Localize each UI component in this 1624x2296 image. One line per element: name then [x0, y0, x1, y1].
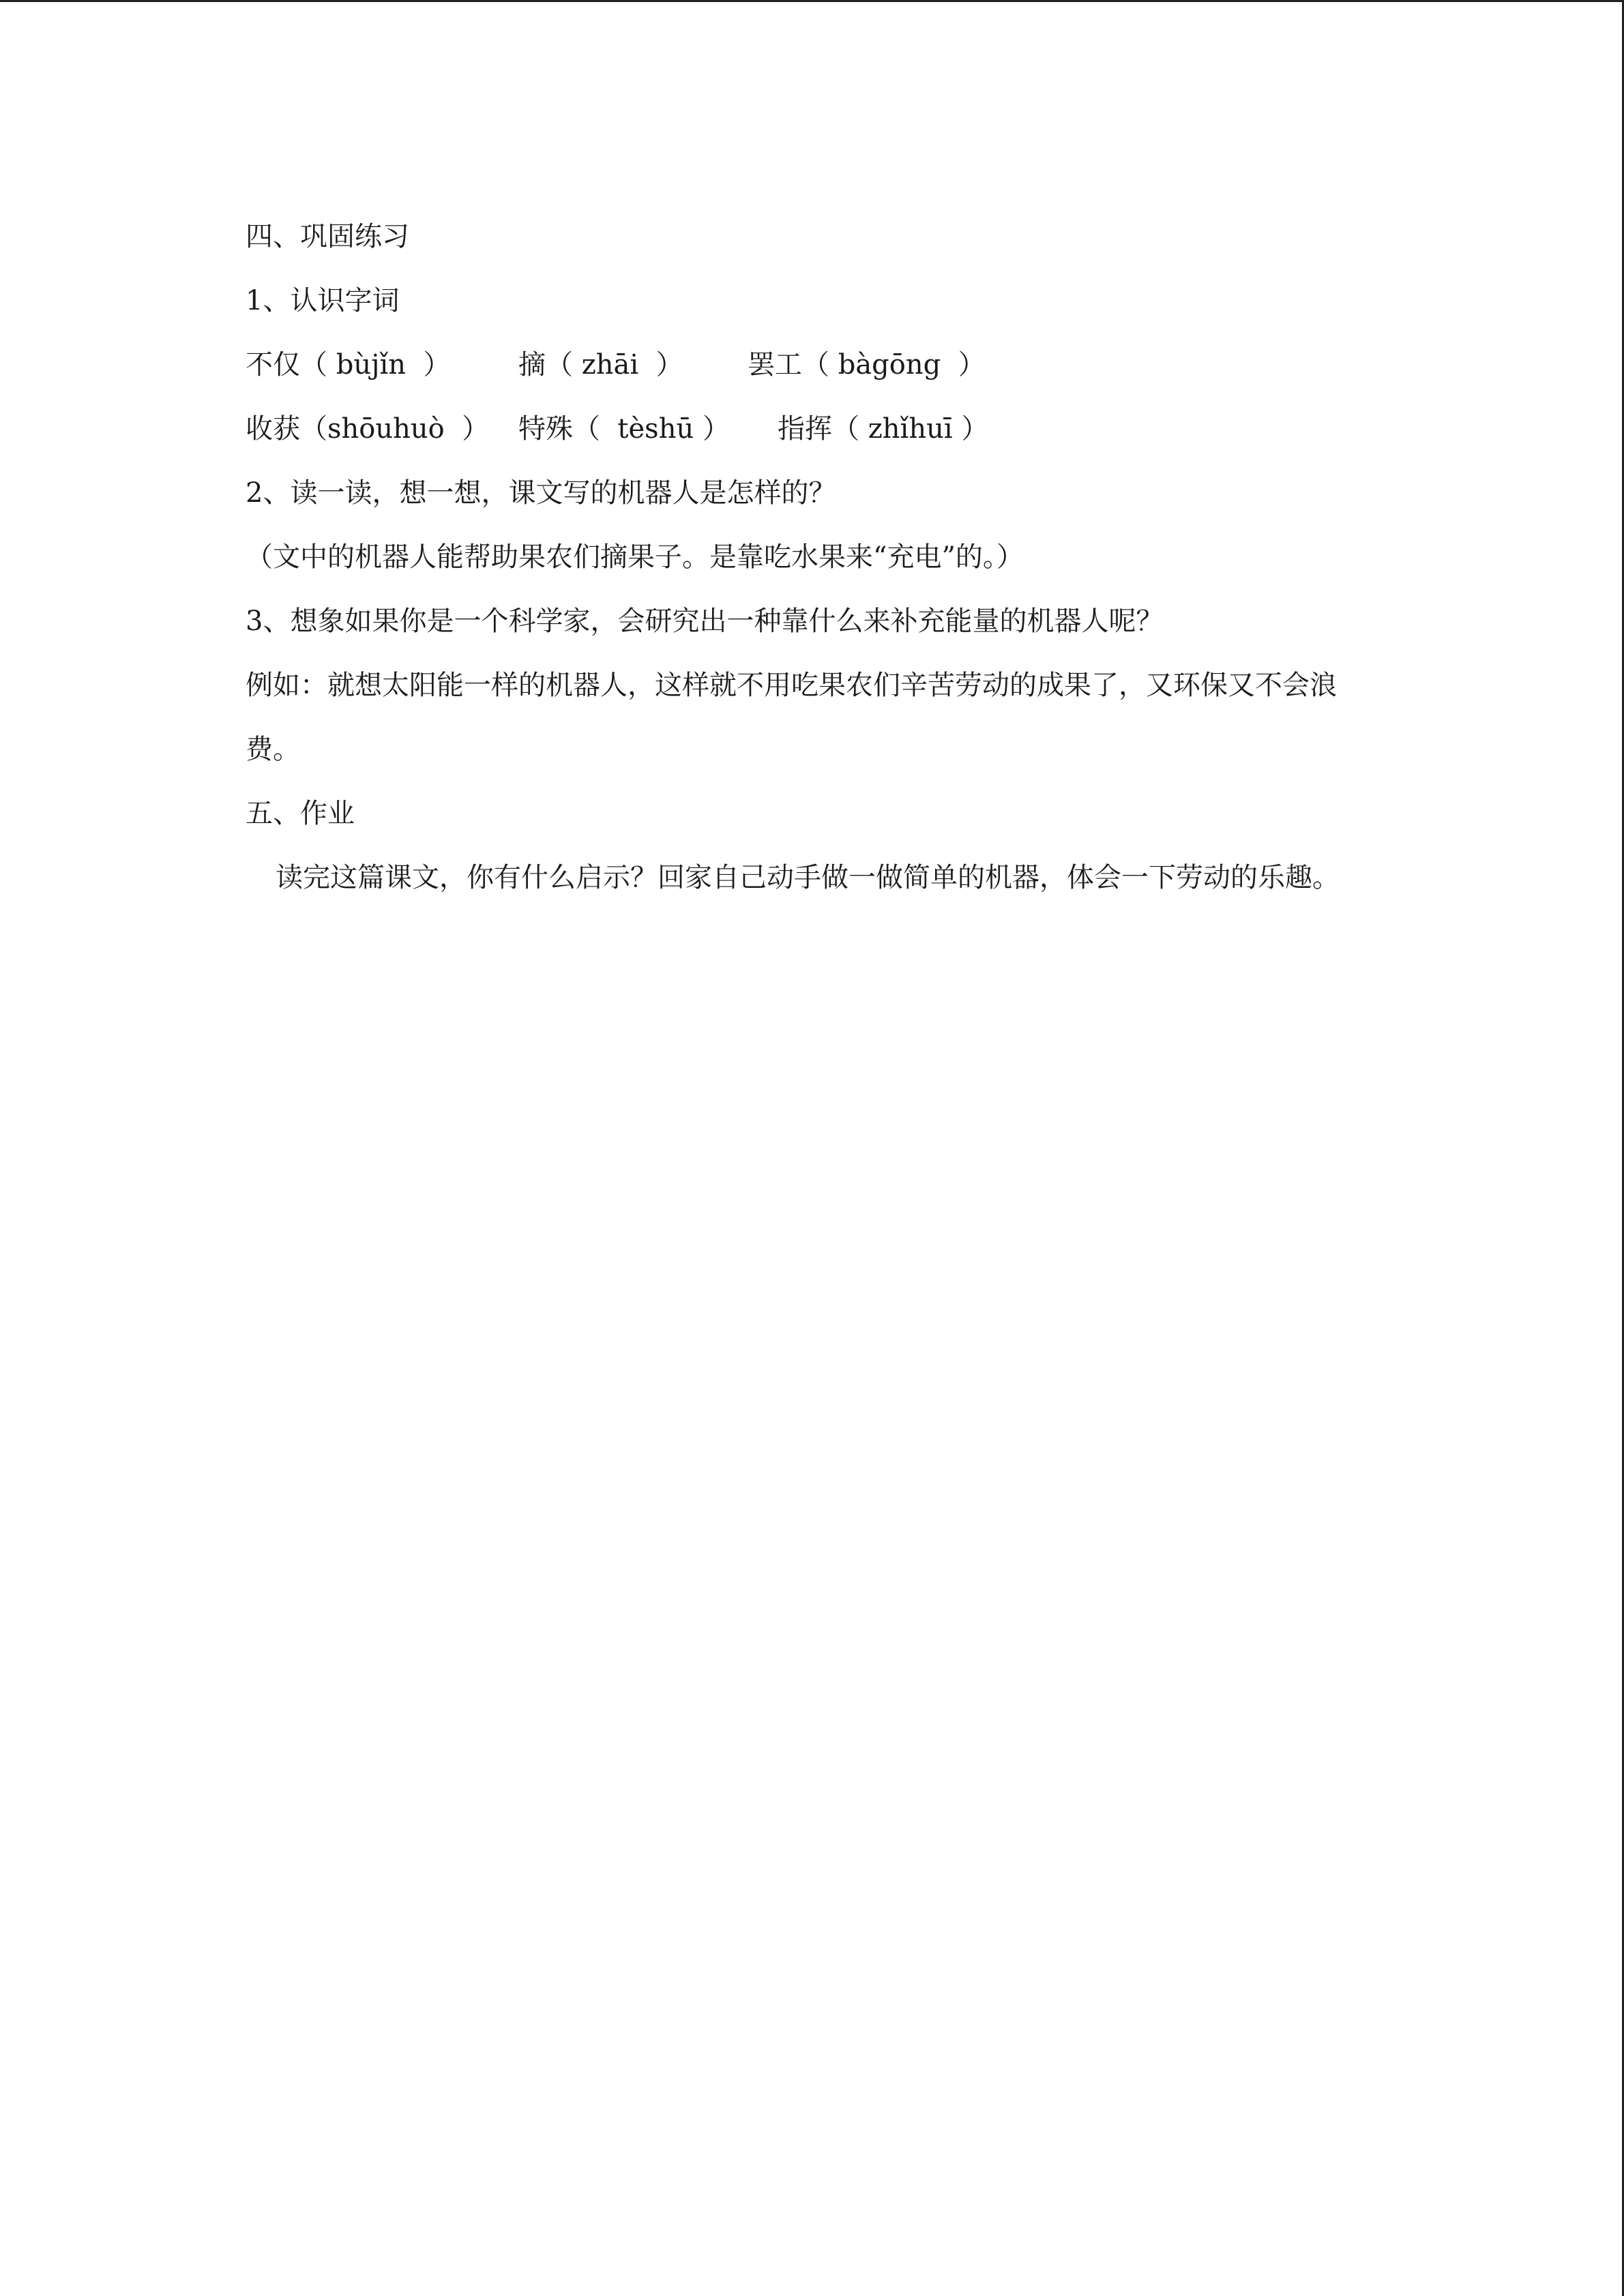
pinyin-item: 收获（shōuhuò ） [246, 413, 490, 445]
section-heading: 四、巩固练习 [246, 221, 409, 252]
answer-text: （文中的机器人能帮助果农们摘果子。是靠吃水果来“充电”的。） [246, 541, 1024, 573]
page-border-top [0, 0, 1624, 2]
pinyin-row-2 [246, 397, 1378, 461]
homework-text: 读完这篇课文，你有什么启示？回家自己动手做一做简单的机器，体会一下劳动的乐趣。 [276, 862, 1340, 893]
pinyin-item: 特殊（ tèshū ） [518, 413, 730, 445]
question-label: 1、认识字词 [246, 285, 400, 316]
question-label: 2、读一读，想一想，课文写的机器人是怎样的？ [246, 477, 836, 509]
question-label: 3、想象如果你是一个科学家，会研究出一种靠什么来补充能量的机器人呢？ [246, 606, 1164, 637]
answer-text: 例如：就想太阳能一样的机器人，这样就不用吃果农们辛苦劳动的成果了，又环保又不会浪费。 [246, 670, 1337, 765]
pinyin-item: 罢工（ bàgōng ） [748, 349, 986, 381]
pinyin-row-1 [246, 333, 1378, 397]
pinyin-item: 不仅（ bùjǐn ） [246, 349, 451, 381]
section-heading: 五、作业 [246, 798, 355, 829]
pinyin-item: 摘（ zhāi ） [518, 349, 683, 381]
pinyin-item: 指挥（ zhǐhuī ） [778, 413, 989, 445]
document-content [246, 205, 1378, 910]
